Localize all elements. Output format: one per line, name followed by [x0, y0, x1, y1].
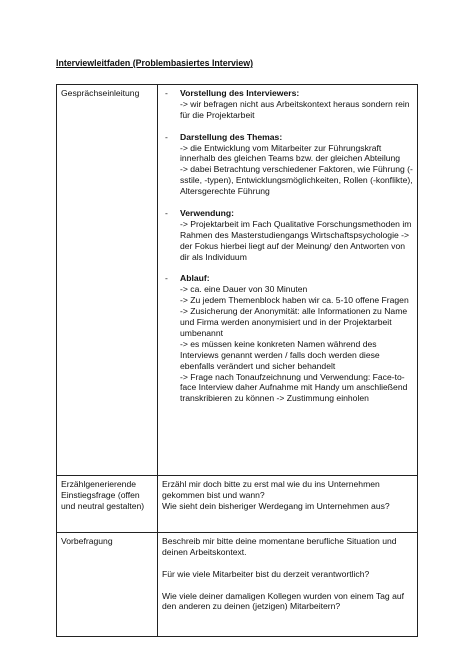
section-line: -> Frage nach Tonaufzeichnung und Verwendung: Face-to-face Interview daher Aufnahme mit Handy um anschließend transkribieren zu können -> Zustimmung einholen [180, 371, 408, 404]
section-line: -> es müssen keine konkreten Namen während des Interviews genannt werden / falls doch werden diese ebenfalls verändert und sicher behandelt [180, 338, 380, 371]
bullet-dash: - [165, 207, 168, 218]
row-label: Vorbefragung [61, 536, 113, 546]
question-text: Erzähl mir doch bitte zu erst mal wie du ins Unternehmen gekommen bist und wann? [162, 479, 380, 500]
question-text: Wie sieht dein bisheriger Werdegang im Unternehmen aus? [162, 500, 390, 511]
row-label-cell [57, 85, 158, 476]
row-label-cell [57, 476, 158, 533]
section-heading: Verwendung: [180, 207, 234, 218]
interview-guide-table [56, 84, 418, 637]
row-content-cell [158, 476, 418, 533]
row-content-cell [158, 85, 418, 476]
section-heading: Darstellung des Themas: [180, 131, 283, 142]
row-label-cell [57, 533, 158, 637]
bullet-dash: - [165, 88, 168, 98]
row-content-cell [158, 533, 418, 637]
table-row [57, 85, 418, 476]
table-row [57, 476, 418, 533]
section-line: -> dabei Betrachtung verschiedener Faktoren, wie Führung (-sstile, -typen), Entwicklungsmöglichkeiten, Rollen (-konflikte), Altersgerechte Führung [180, 164, 413, 197]
section-interviewer-intro [162, 88, 413, 121]
bullet-dash: - [165, 273, 168, 284]
section-line: -> Projektarbeit im Fach Qualitative Forschungsmethoden im Rahmen des Masterstudiengangs Wirtschaftspsychologie -> der Fokus hierbei liegt auf der Meinung/ den Antworten von dir als Individuum [180, 218, 412, 262]
row-label: Erzählgenerierende Einstiegsfrage (offen und neutral gestalten) [61, 479, 145, 511]
section-topic [162, 132, 413, 197]
bullet-dash: - [165, 131, 168, 142]
section-line: -> wir befragen nicht aus Arbeitskontext heraus sondern rein für die Projektarbeit [180, 98, 410, 120]
section-line: -> Zu jedem Themenblock haben wir ca. 5-10 offene Fragen [180, 295, 409, 306]
question-text: Beschreib mir bitte deine momentane berufliche Situation und deinen Arbeitskontext. [162, 536, 397, 557]
section-line: -> die Entwicklung vom Mitarbeiter zur Führungskraft innerhalb des gleichen Teams bzw. der gleichen Abteilung [180, 142, 401, 164]
section-line: -> ca. eine Dauer von 30 Minuten [180, 284, 308, 295]
section-heading: Ablauf: [180, 273, 210, 284]
row-label: Gesprächseinleitung [61, 88, 140, 98]
section-line: -> Zusicherung der Anonymität: alle Informationen zu Name und Firma werden anonymisiert und in der Projektarbeit umbenannt [180, 306, 408, 338]
section-usage [162, 208, 413, 263]
question-text: Für wie viele Mitarbeiter bist du derzeit verantwortlich? [162, 568, 370, 579]
section-procedure [162, 273, 413, 404]
question-text: Wie viele deiner damaligen Kollegen wurden von einem Tag auf den anderen zu deinen (jetzigen) Mitarbeitern? [162, 590, 405, 612]
document-title: Interviewleitfaden (Problembasiertes Interview) [56, 58, 254, 68]
section-heading: Vorstellung des Interviewers: [180, 88, 300, 98]
table-row [57, 533, 418, 637]
